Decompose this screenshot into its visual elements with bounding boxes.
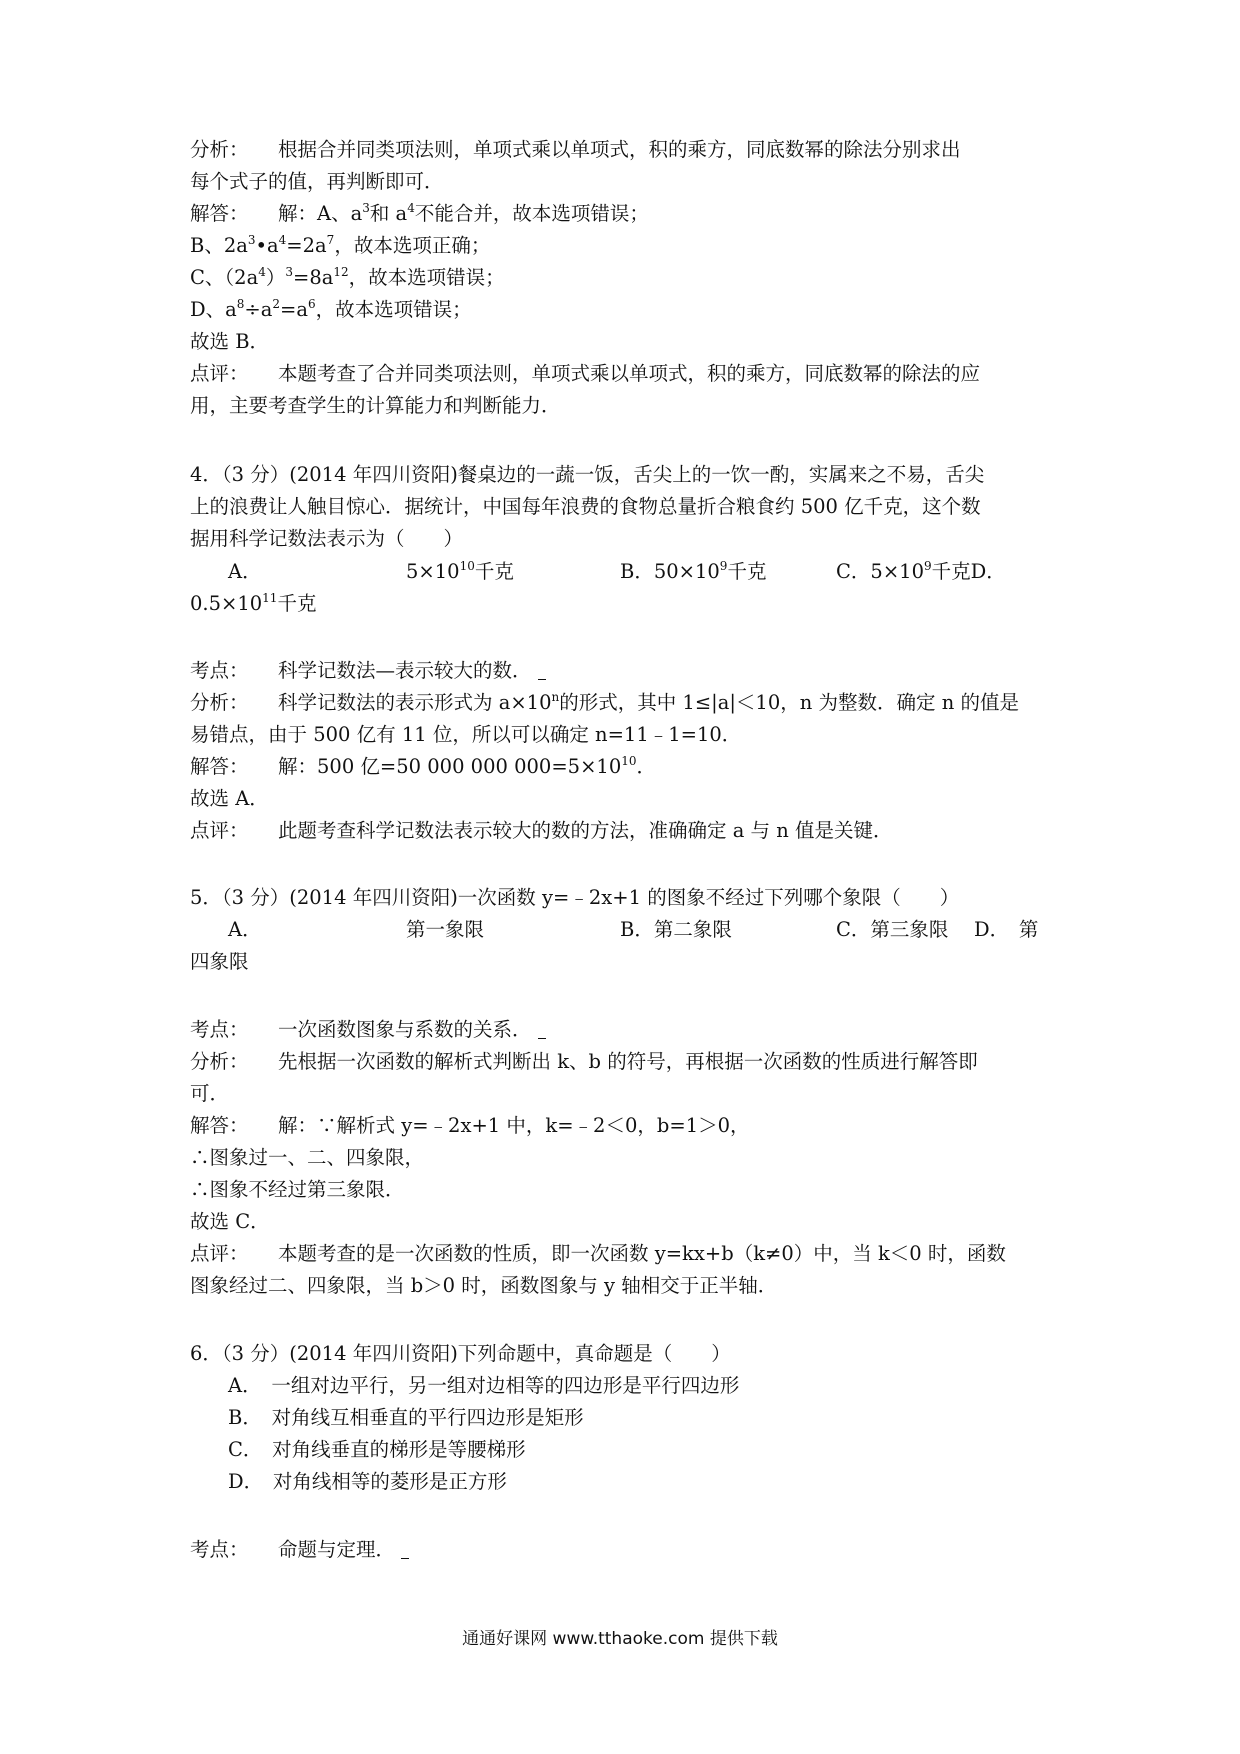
q5-solution-3 bbox=[190, 1174, 1060, 1206]
q6-option-c bbox=[228, 1434, 1098, 1466]
text-span: 解：500 亿=50 000 000 000=5×10 bbox=[278, 755, 622, 778]
q6-option-a bbox=[228, 1370, 1098, 1402]
q4-stem-2 bbox=[190, 491, 1060, 523]
underscore-mark bbox=[401, 1558, 409, 1559]
text-span: 易错点，由于 500 亿有 11 位，所以可以确定 n=11﹣1=10． bbox=[190, 723, 742, 746]
superscript: 4 bbox=[258, 265, 266, 279]
text-span: B．50×10 bbox=[620, 560, 720, 583]
text-span: 6．（3 分）(2014 年四川资阳)下列命题中，真命题是（ ） bbox=[190, 1342, 731, 1365]
text-span: 上的浪费让人触目惊心．据统计，中国每年浪费的食物总量折合粮食约 500 亿千克，这个数 bbox=[190, 495, 981, 518]
superscript: 10 bbox=[621, 754, 637, 768]
text-span: 点评： bbox=[190, 362, 249, 385]
superscript: 4 bbox=[407, 201, 415, 215]
text-span: 故选 C． bbox=[190, 1210, 270, 1233]
text-span: ，故本选项正确； bbox=[334, 234, 491, 257]
q4-options bbox=[190, 556, 1060, 588]
q3-comment-2 bbox=[190, 390, 1060, 422]
q3-solution-c bbox=[190, 262, 1060, 294]
text-span: 解答： bbox=[190, 755, 249, 778]
text-span: 分析： bbox=[190, 138, 249, 161]
text-span: 解：∵解析式 y=﹣2x+1 中，k=﹣2＜0，b=1＞0， bbox=[278, 1114, 750, 1137]
text-span: 分析： bbox=[190, 691, 249, 714]
superscript: n bbox=[551, 690, 560, 704]
text-span: 不能合并，故本选项错误； bbox=[414, 202, 649, 225]
text-span: ∴图象不经过第三象限． bbox=[190, 1178, 405, 1201]
q5-option-a: 第一象限 bbox=[406, 918, 485, 941]
text-span: ． bbox=[636, 755, 657, 778]
q4-option-c bbox=[836, 556, 1006, 588]
q6-stem bbox=[190, 1338, 1060, 1370]
q4-option-a-letter: A． bbox=[228, 560, 262, 583]
text-span: 0.5×10 bbox=[190, 592, 263, 615]
text-span: 本题考查了合并同类项法则，单项式乘以单项式，积的乘方，同底数幂的除法的应 bbox=[278, 362, 981, 385]
q4-analysis-2 bbox=[190, 719, 1060, 751]
text-span: 根据合并同类项法则，单项式乘以单项式，积的乘方，同底数幂的除法分别求出 bbox=[278, 138, 961, 161]
text-span: D． 对角线相等的菱形是正方形 bbox=[228, 1470, 507, 1493]
superscript: 6 bbox=[307, 297, 316, 311]
text-span: 先根据一次函数的解析式判断出 k、b 的符号，再根据一次函数的性质进行解答即 bbox=[278, 1050, 978, 1073]
text-span: 考点： bbox=[190, 659, 249, 682]
text-span: 和 a bbox=[369, 202, 408, 225]
q4-solution bbox=[190, 751, 1060, 783]
text-span: 考点： bbox=[190, 1538, 249, 1561]
text-span: 4．（3 分）(2014 年四川资阳)餐桌边的一蔬一饭，舌尖上的一饮一酌，实属来之不易，舌尖 bbox=[190, 463, 985, 486]
q4-choice bbox=[190, 783, 1060, 815]
text-span: ，故本选项错误； bbox=[348, 266, 505, 289]
text-span: 图象经过二、四象限，当 b＞0 时，函数图象与 y 轴相交于正半轴． bbox=[190, 1274, 778, 1297]
superscript: 12 bbox=[333, 265, 349, 279]
text-span: 的形式，其中 1≤|a|＜10，n 为整数．确定 n 的值是 bbox=[559, 691, 1019, 714]
text-span: 本题考查的是一次函数的性质，即一次函数 y=kx+b（k≠0）中，当 k＜0 时，函数 bbox=[278, 1242, 1006, 1265]
q5-solution-2 bbox=[190, 1142, 1060, 1174]
text-span: 解：A、a bbox=[278, 202, 363, 225]
text-span: ） bbox=[265, 266, 286, 289]
q3-analysis-line-2 bbox=[190, 166, 1060, 198]
q5-options bbox=[190, 914, 1060, 946]
text-span: 四象限 bbox=[190, 950, 249, 973]
text-span: C． 对角线垂直的梯形是等腰梯形 bbox=[228, 1438, 526, 1461]
superscript: 3 bbox=[362, 201, 370, 215]
text-span: 解答： bbox=[190, 1114, 249, 1137]
text-span: D、a bbox=[190, 298, 237, 321]
text-span: =8a bbox=[293, 266, 334, 289]
text-span: B． 对角线互相垂直的平行四边形是矩形 bbox=[228, 1406, 584, 1429]
text-span: 故选 B． bbox=[190, 330, 270, 353]
q5-option-d: D． 第 bbox=[974, 918, 1039, 941]
q6-option-d bbox=[228, 1466, 1098, 1498]
text-span: 每个式子的值，再判断即可． bbox=[190, 170, 444, 193]
page-footer: 通通好课网 www.tthaoke.com 提供下载 bbox=[462, 1629, 778, 1649]
q5-choice bbox=[190, 1206, 1060, 1238]
q5-option-b: B．第二象限 bbox=[620, 918, 732, 941]
text-span: 此题考查科学记数法表示较大的数的方法，准确确定 a 与 n 值是关键． bbox=[278, 819, 893, 842]
q3-solution-b bbox=[190, 230, 1060, 262]
text-span: 可． bbox=[190, 1082, 230, 1105]
q6-point bbox=[190, 1534, 1060, 1566]
q6-option-b bbox=[228, 1402, 1098, 1434]
text-span: 一次函数图象与系数的关系． bbox=[278, 1018, 532, 1041]
q3-comment bbox=[190, 358, 1060, 390]
q4-option-a bbox=[406, 556, 514, 588]
text-span: 故选 A． bbox=[190, 787, 269, 810]
q5-option-a-letter: A． bbox=[228, 918, 262, 941]
q5-stem bbox=[190, 882, 1060, 914]
text-span: C、（2a bbox=[190, 266, 259, 289]
q3-solution-d bbox=[190, 294, 1060, 326]
text-span: B、2a bbox=[190, 234, 248, 257]
superscript: 2 bbox=[272, 297, 281, 311]
text-span: ÷a bbox=[244, 298, 273, 321]
q4-option-d bbox=[190, 588, 1060, 620]
text-span: 考点： bbox=[190, 1018, 249, 1041]
superscript: 11 bbox=[262, 591, 278, 605]
text-span: 分析： bbox=[190, 1050, 249, 1073]
q4-comment bbox=[190, 815, 1060, 847]
q5-option-d-2 bbox=[190, 946, 1060, 978]
q5-comment bbox=[190, 1238, 1060, 1270]
q3-analysis-line bbox=[190, 134, 1060, 166]
text-span: 千克 bbox=[727, 560, 767, 583]
superscript: 3 bbox=[285, 265, 293, 279]
text-span: ，故本选项错误； bbox=[315, 298, 472, 321]
q4-point bbox=[190, 655, 1060, 687]
text-span: •a bbox=[255, 234, 279, 257]
text-span: 解答： bbox=[190, 202, 249, 225]
q5-option-c: C．第三象限 bbox=[836, 918, 949, 941]
text-span: ∴图象过一、二、四象限， bbox=[190, 1146, 425, 1169]
text-span: 点评： bbox=[190, 819, 249, 842]
text-span: 5×10 bbox=[406, 560, 460, 583]
q4-stem-3 bbox=[190, 523, 1060, 555]
q5-analysis bbox=[190, 1046, 1060, 1078]
q3-solution-line bbox=[190, 198, 1060, 230]
text-span: A． 一组对边平行，另一组对边相等的四边形是平行四边形 bbox=[228, 1374, 740, 1397]
text-span: 用，主要考查学生的计算能力和判断能力． bbox=[190, 394, 561, 417]
text-span: 千克 bbox=[277, 592, 317, 615]
text-span: 5．（3 分）(2014 年四川资阳)一次函数 y=﹣2x+1 的图象不经过下列哪个象限（ ） bbox=[190, 886, 960, 909]
q5-comment-2 bbox=[190, 1270, 1060, 1302]
superscript: 7 bbox=[326, 233, 335, 247]
text-span: =a bbox=[280, 298, 308, 321]
text-span: 命题与定理． bbox=[278, 1538, 396, 1561]
text-span: C．5×10 bbox=[836, 560, 924, 583]
superscript: 4 bbox=[278, 233, 287, 247]
q4-stem-1 bbox=[190, 459, 1060, 491]
q5-point bbox=[190, 1014, 1060, 1046]
text-span: 点评： bbox=[190, 1242, 249, 1265]
superscript: 9 bbox=[719, 559, 728, 573]
superscript: 8 bbox=[236, 297, 245, 311]
text-span: =2a bbox=[286, 234, 327, 257]
underscore-mark bbox=[538, 679, 546, 680]
underscore-mark bbox=[538, 1038, 546, 1039]
q5-solution bbox=[190, 1110, 1060, 1142]
text-span: 科学记数法—表示较大的数． bbox=[278, 659, 532, 682]
q4-option-b bbox=[620, 556, 766, 588]
superscript: 9 bbox=[923, 559, 932, 573]
q4-analysis bbox=[190, 687, 1060, 719]
q5-analysis-2 bbox=[190, 1078, 1060, 1110]
superscript: 3 bbox=[247, 233, 256, 247]
q3-choice bbox=[190, 326, 1060, 358]
text-span: 千克 bbox=[474, 560, 514, 583]
text-span: 千克D． bbox=[931, 560, 1006, 583]
superscript: 10 bbox=[459, 559, 475, 573]
text-span: 科学记数法的表示形式为 a×10 bbox=[278, 691, 552, 714]
text-span: 据用科学记数法表示为（ ） bbox=[190, 527, 464, 550]
